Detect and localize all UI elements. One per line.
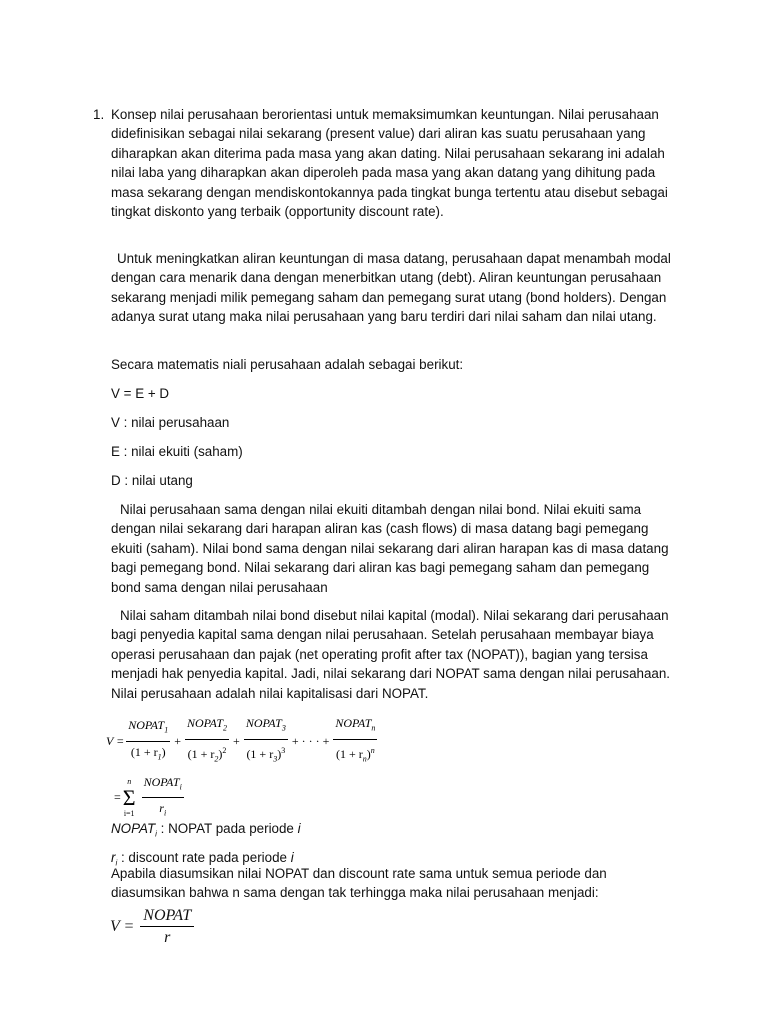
paragraph-math-intro: Secara matematis niali perusahaan adalah sebagai berikut: [111, 357, 464, 372]
definition-v: V : nilai perusahaan [111, 415, 230, 430]
paragraph-concept: Konsep nilai perusahaan berorientasi untuk memaksimumkan keuntungan. Nilai perusahaan didefinisikan sebagai nilai sekarang (present value) dari aliran kas suatu perusahaan yang diharapkan akan diterima pada masa yang akan dating. Nilai perusahaan sekarang ini adalah nilai laba yang diharapkan akan diperoleh pada masa yang akan datang yang dihitung pada masa sekarang dengan mendiskontokannya pada tingkat bunga tertentu atau disebut sebagai tingkat diskonto yang terbaik (opportunity discount rate). [111, 107, 668, 220]
eq1-lhs: V = [106, 733, 125, 748]
list-number: 1. [93, 107, 105, 122]
eq2-fraction: $\frac{\text{NOPAT}}{r}$ [140, 906, 194, 948]
definition-r-i: $r_i$ : discount rate pada periode i [111, 850, 294, 869]
definition-nopat-i: $NOPAT_i$ : NOPAT pada periode i [111, 821, 301, 840]
eq1-sum-fraction: $\frac{NOPAT_i}{r_i}$ [143, 774, 182, 818]
paragraph-capital-value: Nilai saham ditambah nilai bond disebut nilai kapital (modal). Nilai sekarang dari perusahaan bagi penyedia kapital sama dengan nilai perusahaan. Setelah perusahaan membayar biaya operasi perusahaan dan pajak (net operating profit after tax (NOPAT)), bagian yang tersisa menjadi hak penyedia kapital. Jadi, nilai sekarang dari NOPAT sama dengan nilai perusahaan. Nilai perusahaan adalah nilai kapitalisasi dari NOPAT. [111, 608, 671, 701]
nopat-sum-equation: V = $\frac{NOPAT_1}{(1 + r_1)}$ + $\frac{NOPAT_2}{(1 + r_2)^2}$ + $\frac{NOPAT_3}{(1 + r_3)^3}$ + · · · + $\frac{NOPAT_n}{(1 + r_n)^n}$ = n Σ i=1 $\frac{NOPAT_i}{r_i}$ [106, 714, 379, 823]
definition-e: E : nilai ekuiti (saham) [111, 444, 243, 459]
paragraph-equity-bond: Nilai perusahaan sama dengan nilai ekuiti ditambah dengan nilai bond. Nilai ekuiti sama dengan nilai sekarang dari harapan aliran kas (cash flows) di masa datang bagi pemegang ekuiti (saham). Nilai bond sama dengan nilai sekarang dari aliran harapan kas di masa datang bagi pemegang bond. Nilai sekarang dari aliran kas bagi pemegang saham dan pemegang bond sama dengan nilai perusahaan [111, 502, 669, 595]
eq1-term-3: $\frac{NOPAT_3}{(1 + r_3)^3}$ [245, 716, 286, 764]
eq2-lhs: V = [110, 918, 135, 936]
sigma-sign: n Σ i=1 [122, 776, 136, 818]
eq1-term-2: $\frac{NOPAT_2}{(1 + r_2)^2}$ [187, 716, 228, 764]
eq1-term-1: $\frac{NOPAT_1}{(1 + r_1)}$ [128, 718, 169, 762]
paragraph-infinite-assumption: Apabila diasumsikan nilai NOPAT dan discount rate sama untuk semua periode dan diasumsikan bahwa n sama dengan tak terhingga maka nilai perusahaan menjadi: [111, 866, 607, 901]
perpetuity-equation [110, 906, 196, 948]
paragraph-capital: Untuk meningkatkan aliran keuntungan di masa datang, perusahaan dapat menambah modal dengan cara menarik dana dengan menerbitkan utang (debt). Aliran keuntungan perusahaan sekarang menjadi milik pemegang saham dan pemegang surat utang (bond holders). Dengan adanya surat utang maka nilai perusahaan yang baru terdiri dari nilai saham dan nilai utang. [111, 251, 671, 325]
formula-v-e-d: V = E + D [111, 386, 170, 401]
eq1-summation: = n Σ i=1 $\frac{NOPAT_i}{r_i}$ [114, 773, 379, 824]
eq1-term-n: $\frac{NOPAT_n}{(1 + r_n)^n}$ [335, 716, 376, 764]
definition-d: D : nilai utang [111, 473, 193, 488]
